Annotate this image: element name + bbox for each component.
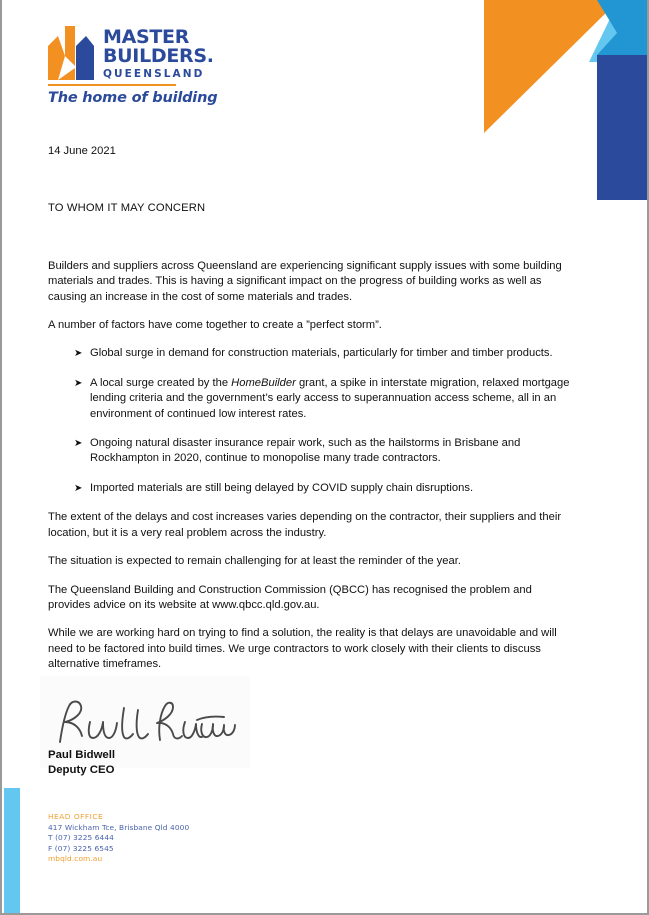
logo-divider [48, 84, 176, 86]
bullet-text-pre: Ongoing natural disaster insurance repair work, such as the hailstorms in Brisbane and Rockhampton in 2020, continue to monopolise many trade contractors. [90, 437, 521, 465]
footer-fax: F (07) 3225 6545 [48, 843, 114, 853]
orange-triangle [484, 0, 619, 133]
paragraph-4: The situation is expected to remain challenging for at least the reminder of the year. [48, 555, 461, 568]
bar-top-accent [597, 0, 647, 55]
arrow-bullet-icon: ➤ [74, 438, 83, 450]
logo-line-builders: BUILDERS. [103, 45, 214, 67]
list-item [48, 376, 572, 422]
bullet-text-pre: A local surge created by the [90, 376, 232, 389]
signer-name: Paul Bidwell [48, 749, 116, 761]
list-item [48, 346, 572, 361]
bullet-text-pre: Imported materials are still being delayed by COVID supply chain disruptions. [90, 481, 474, 494]
arrow-bullet-icon: ➤ [74, 482, 83, 494]
letter-body [48, 144, 572, 714]
logo-line-master: MASTER [103, 26, 190, 48]
bullet-text-pre: Global surge in demand for construction materials, particularly for timber and timber products. [90, 347, 553, 360]
logo-line-queensland: QUEENSLAND [103, 68, 205, 80]
master-builders-logomark-icon [48, 26, 94, 80]
footer-accent-bar [4, 788, 20, 915]
bullet-text-post: grant, a spike in interstate migration, relaxed mortgage lending criteria and the government’s early access to superannuation access scheme, all in an environment of continued low interest rates. [90, 376, 570, 420]
letter-date: 14 June 2021 [48, 145, 116, 157]
paragraph-2: A number of factors have come together to create a ”perfect storm”. [48, 319, 382, 332]
paragraph-3: The extent of the delays and cost increases varies depending on the contractor, their suppliers and their location, but it is a very real problem across the industry. [48, 511, 562, 539]
factors-list [48, 346, 572, 496]
dark-blue-bar [597, 55, 647, 200]
letter-salutation: TO WHOM IT MAY CONCERN [48, 202, 206, 215]
head-office-label: HEAD OFFICE [48, 812, 104, 821]
paragraph-5: The Queensland Building and Construction Commission (QBCC) has recognised the problem and provides advice on its website at www.qbcc.qld.gov.au. [48, 583, 532, 611]
logo-wordmark [103, 26, 214, 81]
arrow-bullet-icon: ➤ [74, 377, 83, 389]
paragraph-1: Builders and suppliers across Queensland are experiencing significant supply issues with some building materials and trades. This is having a significant impact on the progress of building works as well as causing an increase in the cost of some materials and trades. [48, 259, 562, 303]
light-blue-triangle [589, 0, 647, 62]
list-item [48, 436, 572, 467]
footer-website[interactable]: mbqld.com.au [48, 854, 103, 864]
handwritten-signature-icon [52, 698, 242, 750]
list-item [48, 481, 572, 496]
logo-tagline: The home of building [48, 89, 218, 106]
signer-title: Deputy CEO [48, 763, 115, 776]
arrow-bullet-icon: ➤ [74, 348, 83, 360]
signer-block [48, 748, 115, 777]
logo-row [48, 26, 248, 81]
paragraph-6: While we are working hard on trying to find a solution, the reality is that delays are unavoidable and will need to be factored into build times. We urge contractors to work closely with their clients to discuss alternative timeframes. [48, 627, 557, 671]
bullet-text-italic: HomeBuilder [231, 376, 296, 389]
footer-contact-block [48, 812, 189, 865]
footer-phone: T (07) 3225 6444 [48, 833, 114, 843]
footer-address: 417 Wickham Tce, Brisbane Qld 4000 [48, 822, 190, 832]
mid-blue-wedge [597, 0, 647, 82]
brand-logo [48, 26, 248, 106]
